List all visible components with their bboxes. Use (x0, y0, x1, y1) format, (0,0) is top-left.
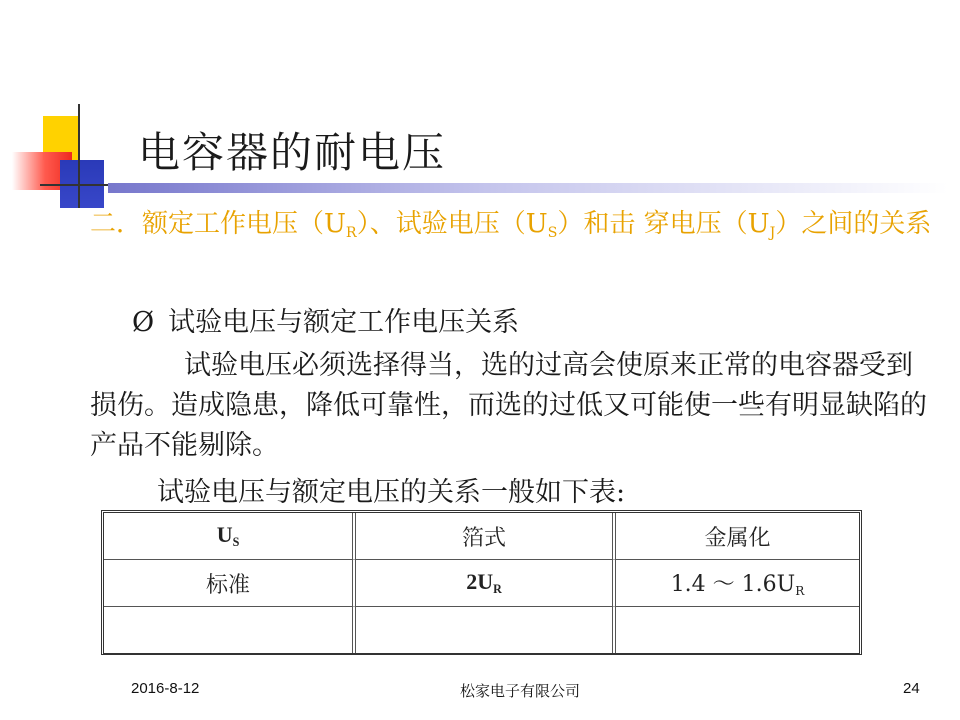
heading-part: ）、试验电压（U (356, 209, 548, 239)
table-cell (616, 607, 859, 653)
heading-part: 二．额定工作电压（U (90, 209, 346, 239)
table-header-cell: 箔式 (356, 513, 616, 560)
table-cell: 1.4 ～ $1.6U_R$ (616, 560, 859, 607)
slide-logo-decoration (0, 100, 140, 210)
slide-title: 电容器的耐电压 (138, 128, 447, 177)
table-cell (104, 607, 356, 653)
heading-part: ）之间的关系 (775, 209, 932, 239)
page-number: 24 (903, 680, 920, 697)
table-cell: 标准 (104, 560, 356, 607)
table-header-cell: 金属化 (616, 513, 859, 560)
bullet-text: 试验电压与额定工作电压关系 (168, 307, 520, 338)
table-row (104, 607, 859, 653)
bullet-item (132, 300, 519, 339)
footer-date: 2016-8-12 (131, 680, 200, 697)
bullet-arrow-icon: Ø (132, 307, 155, 338)
title-underline (108, 183, 948, 193)
heading-subscript: S (547, 225, 558, 241)
heading-subscript: R (345, 225, 357, 241)
table-row (104, 560, 859, 607)
heading-part: ）和击 穿电压（U (557, 209, 770, 239)
table-cell (356, 607, 616, 653)
table-cell: $2U_R$ (356, 560, 616, 607)
voltage-table (101, 510, 862, 655)
logo-vertical-line (78, 104, 80, 208)
table-header-row (104, 513, 859, 560)
footer-company: 松家电子有限公司 (460, 683, 581, 700)
heading-subscript: J (769, 225, 776, 241)
table-header-cell: $U_S$ (104, 513, 356, 560)
table-intro: 试验电压与额定电压的关系一般如下表: (157, 477, 626, 508)
body-paragraph: 试验电压必须选择得当，选的过高会使原来正常的电容器受到损伤。造成隐患，降低可靠性，而选的过低又可能使一些有明显缺陷的产品不能剔除。 (90, 350, 927, 461)
section-heading (90, 206, 950, 251)
